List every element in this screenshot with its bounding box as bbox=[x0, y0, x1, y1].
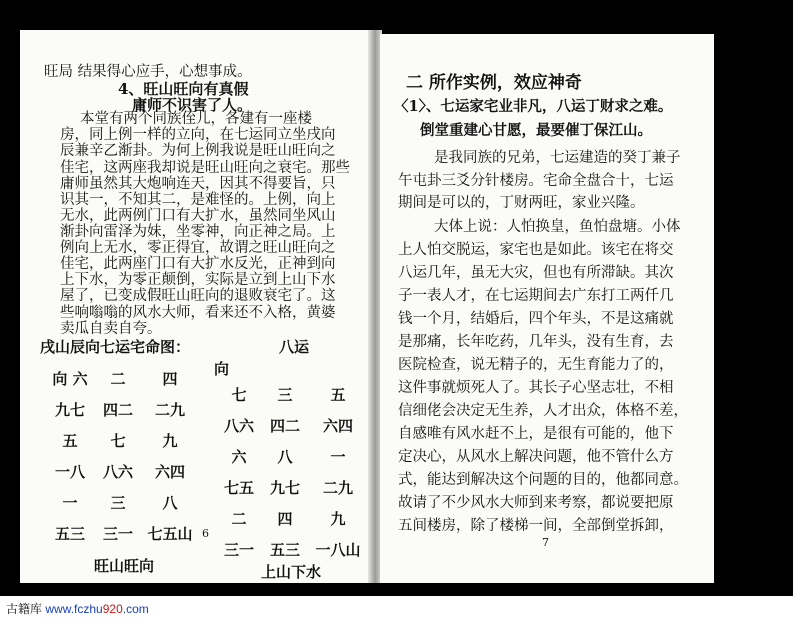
text-line: 上人怕交脱运，家宅也是如此。该宅在将交 bbox=[398, 242, 674, 258]
chart-title-8: 八运 bbox=[279, 338, 310, 356]
chart-footer-left: 旺山旺向 bbox=[94, 557, 155, 575]
left-page bbox=[20, 30, 372, 583]
chart-cell: 八 bbox=[162, 494, 178, 512]
text-line: 旺局 结果得心应手，心想事成。 bbox=[44, 64, 252, 80]
text-line: 是那痛，长年吃药，几年头，没有生育，去 bbox=[398, 334, 674, 350]
text-line: 庸师虽然其大炮响连天，因其不得要旨，只 bbox=[60, 176, 336, 192]
chart-8-grid bbox=[216, 380, 368, 566]
chart-cell: 九七 bbox=[54, 401, 85, 419]
case-heading: 倒堂重建心甘愿，最要催丁保江山。 bbox=[420, 122, 652, 139]
text-line: 例向上无水，零正得宜，故谓之旺山旺向之 bbox=[60, 240, 336, 256]
text-line: 无水，此两例门口有大扩水，虽然同坐风山 bbox=[60, 208, 336, 224]
chart-7-grid bbox=[46, 364, 198, 550]
text-line: 佳宅，此两座门口有大扩水反光，正神到向 bbox=[60, 256, 336, 272]
text-line: 故请了不少风水大师到来考察，都说要把原 bbox=[398, 495, 674, 511]
page-number: 6 bbox=[202, 527, 209, 540]
text-line: 期间是可以的，丁财两旺，家业兴隆。 bbox=[398, 195, 645, 211]
chart-footer-right: 上山下水 bbox=[261, 563, 322, 581]
chart-cell: 八六 bbox=[102, 463, 133, 481]
chart-cell: 四二 bbox=[269, 417, 300, 435]
text-line: 大体上说：人怕换皇，鱼怕盘塘。小体 bbox=[434, 219, 681, 235]
chart-cell: 六四 bbox=[322, 417, 353, 435]
chart-header-right: 向 bbox=[214, 360, 230, 378]
site-name: 古籍库 bbox=[6, 602, 43, 616]
chart-cell: 三一 bbox=[102, 525, 133, 543]
text-line: 式，能达到解决这个问题的目的，他都同意。 bbox=[398, 472, 688, 488]
chart-cell: 五三 bbox=[54, 525, 85, 543]
chart-cell: 六 bbox=[231, 448, 247, 466]
text-line: 识其一，不知其二，是难怪的。上例，向上 bbox=[60, 192, 336, 208]
chart-cell: 三 bbox=[277, 386, 293, 404]
text-line: 八运几年，虽无大灾，但也有所滞缺。其次 bbox=[398, 265, 674, 281]
text-line: 这件事就烦死人了。其长子心坚志壮，不相 bbox=[398, 380, 674, 396]
chart-cell: 四二 bbox=[102, 401, 133, 419]
chart-cell: 一 bbox=[62, 494, 78, 512]
chart-cell: 三 bbox=[110, 494, 126, 512]
chart-caption: 戌山辰向七运宅命图： bbox=[40, 338, 191, 356]
text-line: 定决心，从风水上解决问题，他不管什么方 bbox=[398, 449, 674, 465]
case-heading: 〈1〉、七运家宅业非凡，八运丁财求之难。 bbox=[394, 98, 673, 115]
chart-cell: 二 bbox=[231, 510, 247, 528]
text-line: 佳宅，这两座我却说是旺山旺向之衰宅。那些 bbox=[60, 160, 350, 176]
chart-cell: 四 bbox=[277, 510, 293, 528]
chart-cell: 八 bbox=[277, 448, 293, 466]
text-line: 五间楼房，除了楼梯一间，全部倒堂拆卸， bbox=[398, 518, 674, 534]
chart-cell: 六四 bbox=[154, 463, 185, 481]
chart-cell: 二九 bbox=[322, 479, 353, 497]
chart-cell: 二九 bbox=[154, 401, 185, 419]
chart-cell: 二 bbox=[110, 370, 126, 388]
text-line: 是我同族的兄弟，七运建造的癸丁兼子 bbox=[434, 150, 681, 166]
text-line: 卖瓜自卖自夸。 bbox=[60, 321, 162, 337]
chart-cell: 向 六 bbox=[52, 370, 88, 388]
chart-cell: 八六 bbox=[223, 417, 254, 435]
chapter-heading: 二 所作实例，效应神奇 bbox=[406, 73, 582, 93]
chart-cell: 一八 bbox=[54, 463, 85, 481]
text-line: 子一表人才，在七运期间去广东打工两仟几 bbox=[398, 288, 674, 304]
text-line: 医院检查，说无精子的，无生育能力了的， bbox=[398, 357, 674, 373]
chart-cell: 五 bbox=[330, 386, 346, 404]
right-page bbox=[380, 34, 714, 583]
text-line: 钱一个月，结婚后，四个年头，不是这痛就 bbox=[398, 311, 674, 327]
site-watermark bbox=[6, 600, 149, 617]
text-line: 本堂有两个同族侄儿，各建有一座楼 bbox=[80, 111, 312, 127]
text-line: 自感唯有风水赶不上，是很有可能的，他下 bbox=[398, 426, 674, 442]
chart-cell: 七 bbox=[110, 432, 126, 450]
text-line: 上下水，为零正颠倒，实际是立到上山下水 bbox=[60, 272, 336, 288]
page-number: 7 bbox=[542, 536, 549, 549]
text-line: 渐卦向雷泽为妹，坐零神，向正神之局。上 bbox=[60, 224, 336, 240]
chart-cell: 七 bbox=[231, 386, 247, 404]
chart-cell: 五 bbox=[62, 432, 78, 450]
chart-cell: 一 bbox=[330, 448, 346, 466]
text-line: 房，同上例一样的立向，在七运同立坐戌向 bbox=[60, 127, 336, 143]
chart-cell: 九七 bbox=[269, 479, 300, 497]
chart-cell: 一八山 bbox=[315, 541, 361, 559]
site-url[interactable]: www.fczhu920.com bbox=[45, 602, 149, 616]
text-line: 辰兼辛乙渐卦。为何上例我说是旺山旺向之 bbox=[60, 143, 336, 159]
chart-cell: 五三 bbox=[269, 541, 300, 559]
text-line: 信细佬会决定无生养，人才出众，体格不差， bbox=[398, 403, 688, 419]
section-title: 庸师不识害了人。 bbox=[132, 96, 253, 114]
section-title: 4、旺山旺向有真假 bbox=[118, 80, 249, 98]
text-line: 屋了，已变成假旺山旺向的退败衰宅了。这 bbox=[60, 288, 336, 304]
chart-cell: 四 bbox=[162, 370, 178, 388]
chart-cell: 九 bbox=[330, 510, 346, 528]
chart-cell: 三一 bbox=[223, 541, 254, 559]
text-line: 些响嗡嗡的风水大师，看来还不入格，黄婆 bbox=[60, 305, 336, 321]
chart-cell: 九 bbox=[162, 432, 178, 450]
text-line: 午屯卦三爻分针楼房。宅命全盘合十，七运 bbox=[398, 173, 674, 189]
chart-cell: 七五山 bbox=[147, 525, 193, 543]
chart-cell: 七五 bbox=[223, 479, 254, 497]
